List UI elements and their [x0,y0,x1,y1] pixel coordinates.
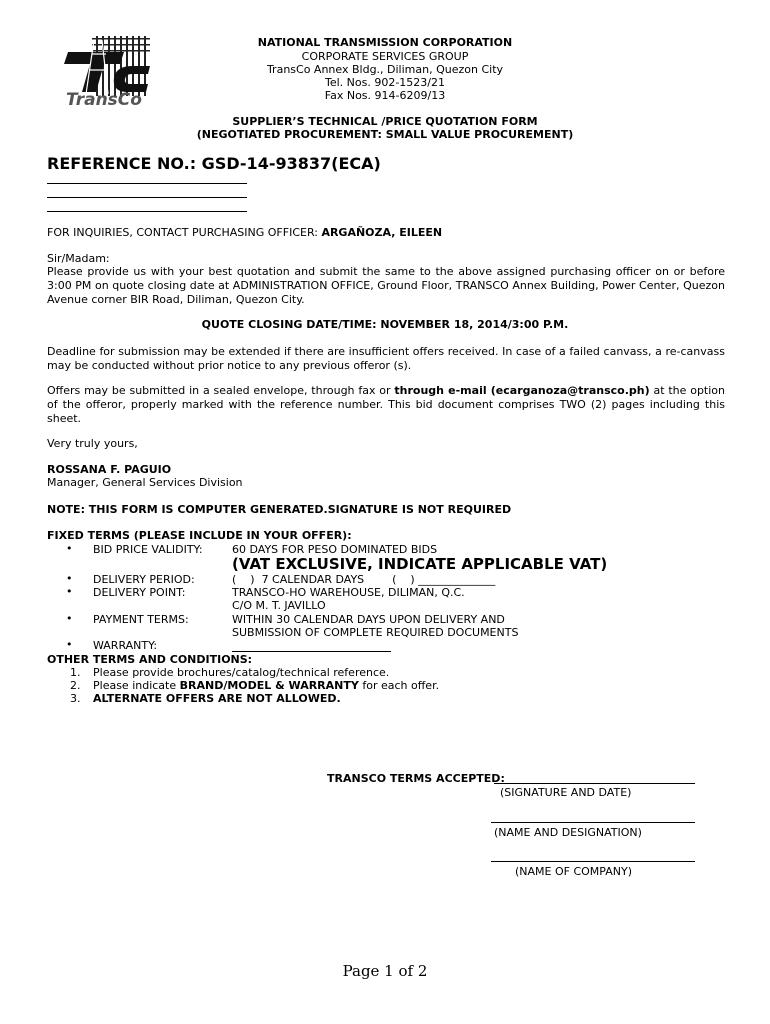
deadline-note: Deadline for submission may be extended if there are insufficient offers received. In case of a failed canvass, a re-canvass may be conducted without prior notice to any previous offeror (s). [47,345,725,372]
logo-text: TransCo [66,90,142,110]
list-item-number: 1. [70,666,81,679]
list-item: Please indicate BRAND/MODEL & WARRANTY for each offer. [93,679,440,692]
company-name-line[interactable] [491,861,695,862]
offers-paragraph: Offers may be submitted in a sealed envelope, through fax or through e-mail (ecarganoza@transco.ph) at the option of the offeror, properly marked with the reference number. This bid document comprises TWO (2) pages including this sheet. [47,384,725,425]
org-name: NATIONAL TRANSMISSION CORPORATION [257,36,513,49]
signature-date-caption: (SIGNATURE AND DATE) [500,786,632,799]
terms-accepted-line[interactable] [494,783,695,784]
payment-terms-line1: WITHIN 30 CALENDAR DAYS UPON DELIVERY AND [232,613,505,626]
list-item-number: 3. [70,692,81,705]
name-designation-line[interactable] [491,822,695,823]
list-item: ALTERNATE OFFERS ARE NOT ALLOWED. [93,692,341,705]
email-link[interactable]: through e-mail (ecarganoza@transco.ph) [394,384,650,397]
quote-closing-date: QUOTE CLOSING DATE/TIME: NOVEMBER 18, 2014/3:00 P.M. [201,318,569,331]
inquiries-line: FOR INQUIRIES, CONTACT PURCHASING OFFICER: ARGAÑOZA, EILEEN [47,226,443,239]
officer-name: ARGAÑOZA, EILEEN [321,226,443,239]
payment-terms-line2: SUBMISSION OF COMPLETE REQUIRED DOCUMENTS [232,626,519,639]
salutation: Sir/Madam: [47,252,110,265]
delivery-point-label: DELIVERY POINT: [93,586,186,599]
name-designation-caption: (NAME AND DESIGNATION) [494,826,642,839]
bullet-icon: • [66,638,73,651]
blank-line-3 [47,211,247,212]
fixed-terms-heading: FIXED TERMS (PLEASE INCLUDE IN YOUR OFFER): [47,529,352,542]
delivery-point-line1: TRANSCO-HO WAREHOUSE, DILIMAN, Q.C. [232,586,465,599]
delivery-period-label: DELIVERY PERIOD: [93,573,195,586]
reference-number: REFERENCE NO.: GSD-14-93837(ECA) [47,154,381,173]
list-item: Please provide brochures/catalog/technical reference. [93,666,390,679]
vat-note: (VAT EXCLUSIVE, INDICATE APPLICABLE VAT) [232,555,608,573]
bid-validity-value: 60 DAYS FOR PESO DOMINATED BIDS [232,543,438,556]
warranty-input-line[interactable] [232,651,391,652]
computer-generated-note: NOTE: THIS FORM IS COMPUTER GENERATED.SIGNATURE IS NOT REQUIRED [47,503,512,516]
blank-line-2 [47,197,247,198]
terms-accepted-label: TRANSCO TERMS ACCEPTED: [327,772,505,785]
delivery-period-value: ( ) 7 CALENDAR DAYS ( ) ______________ [232,573,496,586]
bullet-icon: • [66,542,73,555]
page-number: Page 1 of 2 [342,962,428,980]
signatory-name: ROSSANA F. PAGUIO [47,463,172,476]
other-terms-heading: OTHER TERMS AND CONDITIONS: [47,653,253,666]
bullet-icon: • [66,585,73,598]
intro-paragraph: Please provide us with your best quotation and submit the same to the above assigned purchasing officer on or before 3:00 PM on quote closing date at ADMINISTRATION OFFICE, Ground Floor, TRANSCO Annex Building, Power Center, Quezon Avenue corner BIR Road, Diliman, Quezon City. [47,265,725,306]
blank-line-1 [47,183,247,184]
warranty-label: WARRANTY: [93,639,158,652]
list-item-number: 2. [70,679,81,692]
closing-phrase: Very truly yours, [47,437,138,450]
bullet-icon: • [66,572,73,585]
bid-validity-label: BID PRICE VALIDITY: [93,543,203,556]
bullet-icon: • [66,612,73,625]
delivery-point-line2: C/O M. T. JAVILLO [232,599,326,612]
group-name: CORPORATE SERVICES GROUP [301,50,469,63]
tel-numbers: Tel. Nos. 902-1523/21 [324,76,445,89]
org-address: TransCo Annex Bldg., Diliman, Quezon City [266,63,504,76]
payment-terms-label: PAYMENT TERMS: [93,613,189,626]
company-name-caption: (NAME OF COMPANY) [515,865,632,878]
signatory-title: Manager, General Services Division [47,476,243,489]
form-subtitle: (NEGOTIATED PROCUREMENT: SMALL VALUE PROCUREMENT) [196,128,574,141]
form-title: SUPPLIER’S TECHNICAL /PRICE QUOTATION FORM [232,115,538,128]
fax-numbers: Fax Nos. 914-6209/13 [324,89,446,102]
